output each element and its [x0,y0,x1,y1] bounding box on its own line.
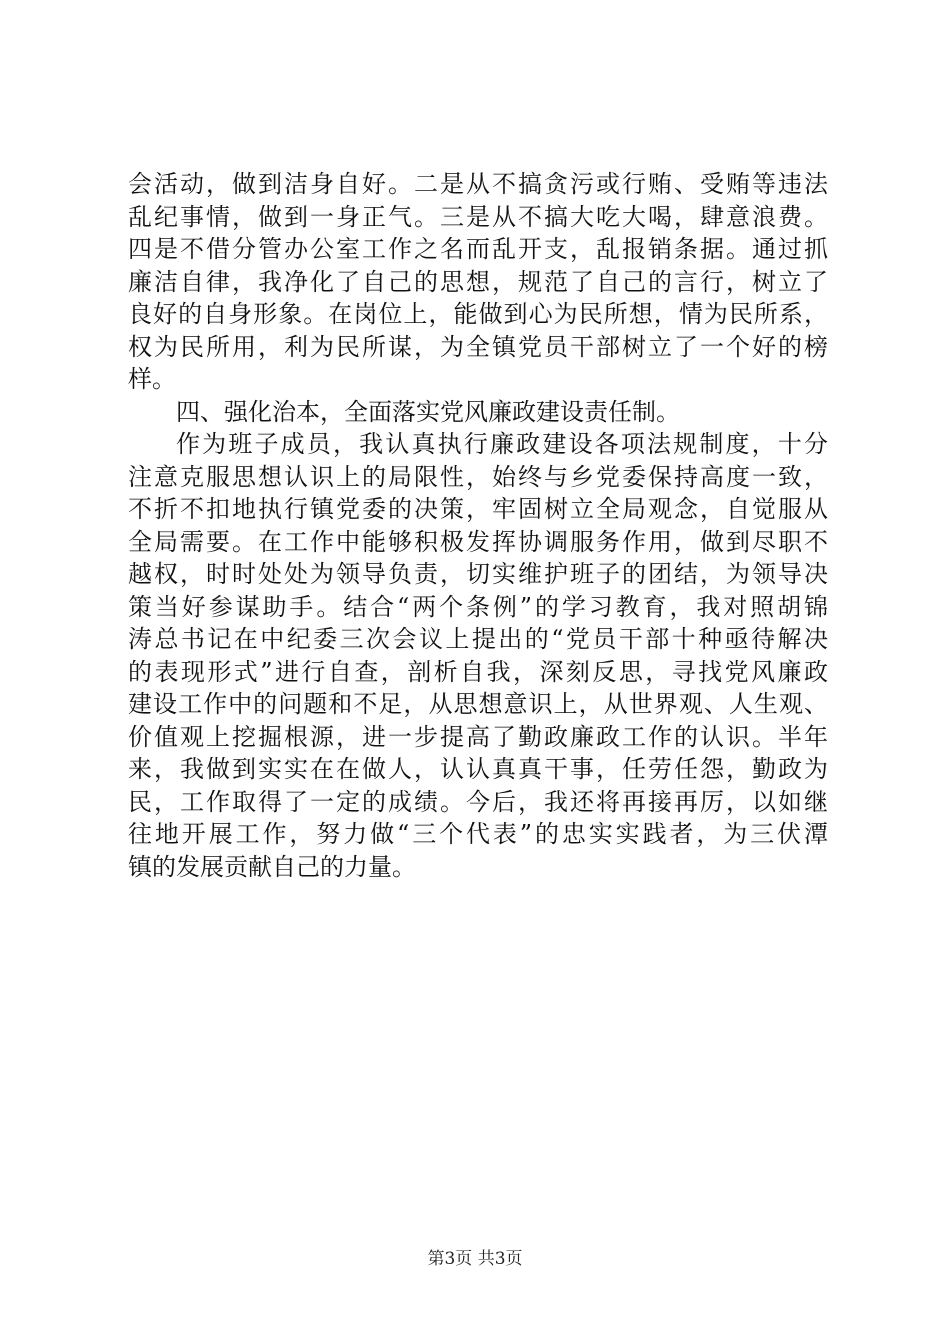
text-line: 策当好参谋助手。结合“两个条例”的学习教育，我对照胡锦 [128,592,828,621]
text-line: 作为班子成员，我认真执行廉政建设各项法规制度，十分 [176,430,828,458]
section-heading: 四、强化治本，全面落实党风廉政建设责任制。 [176,397,680,426]
text-line: 的表现形式”进行自查，剖析自我，深刻反思，寻找党风廉政 [128,657,828,686]
text-line: 乱纪事情，做到一身正气。三是从不搞大吃大喝，肆意浪费。 [128,202,828,231]
text-line: 全局需要。在工作中能够积极发挥协调服务作用，做到尽职不 [128,527,828,556]
text-line: 涛总书记在中纪委三次会议上提出的“党员干部十种亟待解决 [128,625,828,653]
page-footer [0,1244,950,1269]
text-line: 镇的发展贡献自己的力量。 [128,852,416,881]
text-line: 廉洁自律，我净化了自己的思想，规范了自己的言行，树立了 [128,267,828,296]
text-line: 会活动，做到洁身自好。二是从不搞贪污或行贿、受贿等违法 [128,170,828,198]
text-line: 价值观上挖掘根源，进一步提高了勤政廉政工作的认识。半年 [128,722,828,751]
text-line: 建设工作中的问题和不足，从思想意识上，从世界观、人生观、 [128,690,828,718]
text-line: 往地开展工作，努力做“三个代表”的忠实实践者，为三伏潭 [128,820,828,848]
body-text [128,168,828,883]
text-line: 来，我做到实实在在做人，认认真真干事，任劳任怨，勤政为 [128,755,828,783]
text-line: 权为民所用，利为民所谋，为全镇党员干部树立了一个好的榜 [128,332,828,361]
text-line: 良好的自身形象。在岗位上，能做到心为民所想，情为民所系， [128,300,828,328]
page-number-label: 第3页 共3页 [427,1249,523,1269]
text-line: 民，工作取得了一定的成绩。今后，我还将再接再厉，以如继 [128,787,828,816]
text-line: 注意克服思想认识上的局限性，始终与乡党委保持高度一致， [128,462,828,491]
text-line: 不折不扣地执行镇党委的决策，牢固树立全局观念，自觉服从 [128,495,828,523]
text-line: 越权，时时处处为领导负责，切实维护班子的团结，为领导决 [128,560,828,588]
text-line: 四是不借分管办公室工作之名而乱开支，乱报销条据。通过抓 [128,235,828,263]
text-line: 样。 [128,365,176,393]
